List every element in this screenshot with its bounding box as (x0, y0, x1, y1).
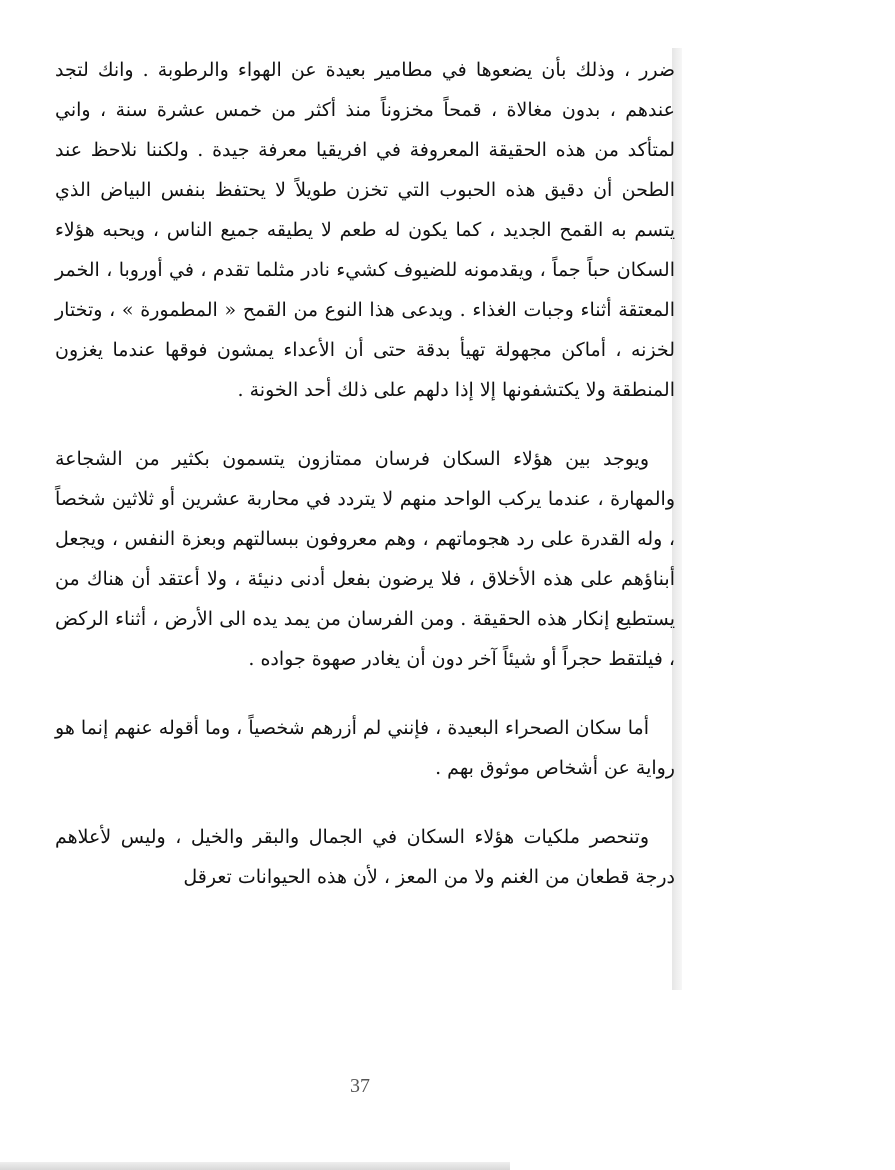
page-number: 37 (350, 1075, 370, 1097)
body-text (55, 50, 675, 897)
scan-shadow (0, 1162, 510, 1170)
paragraph-2: ويوجد بين هؤلاء السكان فرسان ممتازون يتسمون بكثير من الشجاعة والمهارة ، عندما يركب الواحد منهم لا يتردد في محاربة عشرين أو ثلاثين شخصاً ، وله القدرة على رد هجوماتهم ، وهم معروفون ببسالتهم وبعزة النفس ، ويجعل أبناؤهم على هذه الأخلاق ، فلا يرضون بفعل أدنى دنيئة ، ولا أعتقد أن هناك من يستطيع إنكار هذه الحقيقة . ومن الفرسان من يمد يده الى الأرض ، أثناء الركض ، فيلتقط حجراً أو شيئاً آخر دون أن يغادر صهوة جواده . (55, 448, 675, 670)
paragraph-4: وتنحصر ملكيات هؤلاء السكان في الجمال والبقر والخيل ، وليس لأعلاهم درجة قطعان من الغنم ولا من المعز ، لأن هذه الحيوانات تعرقل (55, 826, 675, 888)
paragraph-1: ضرر ، وذلك بأن يضعوها في مطامير بعيدة عن الهواء والرطوبة . وانك لتجد عندهم ، بدون مغالاة ، قمحاً مخزوناً منذ أكثر من خمس عشرة سنة ، واني لمتأكد من هذه الحقيقة المعروفة في افريقيا معرفة جيدة . ولكننا نلاحظ عند الطحن أن دقيق هذه الحبوب التي تخزن طويلاً لا يحتفظ بنفس البياض الذي يتسم به القمح الجديد ، كما يكون له طعم لا يطيقه جميع الناس ، ويحبه هؤلاء السكان حباً جماً ، ويقدمونه للضيوف كشيء نادر مثلما تقدم ، في أوروبا ، الخمر المعتقة أثناء وجبات الغذاء . ويدعى هذا النوع من القمح « المطمورة » ، وتختار لخزنه ، أماكن مجهولة تهيأ بدقة حتى أن الأعداء يمشون فوقها عندما يغزون المنطقة ولا يكتشفونها إلا إذا دلهم على ذلك أحد الخونة . (55, 59, 675, 401)
paragraph-3: أما سكان الصحراء البعيدة ، فإنني لم أزرهم شخصياً ، وما أقوله عنهم إنما هو رواية عن أشخاص موثوق بهم . (55, 717, 675, 779)
